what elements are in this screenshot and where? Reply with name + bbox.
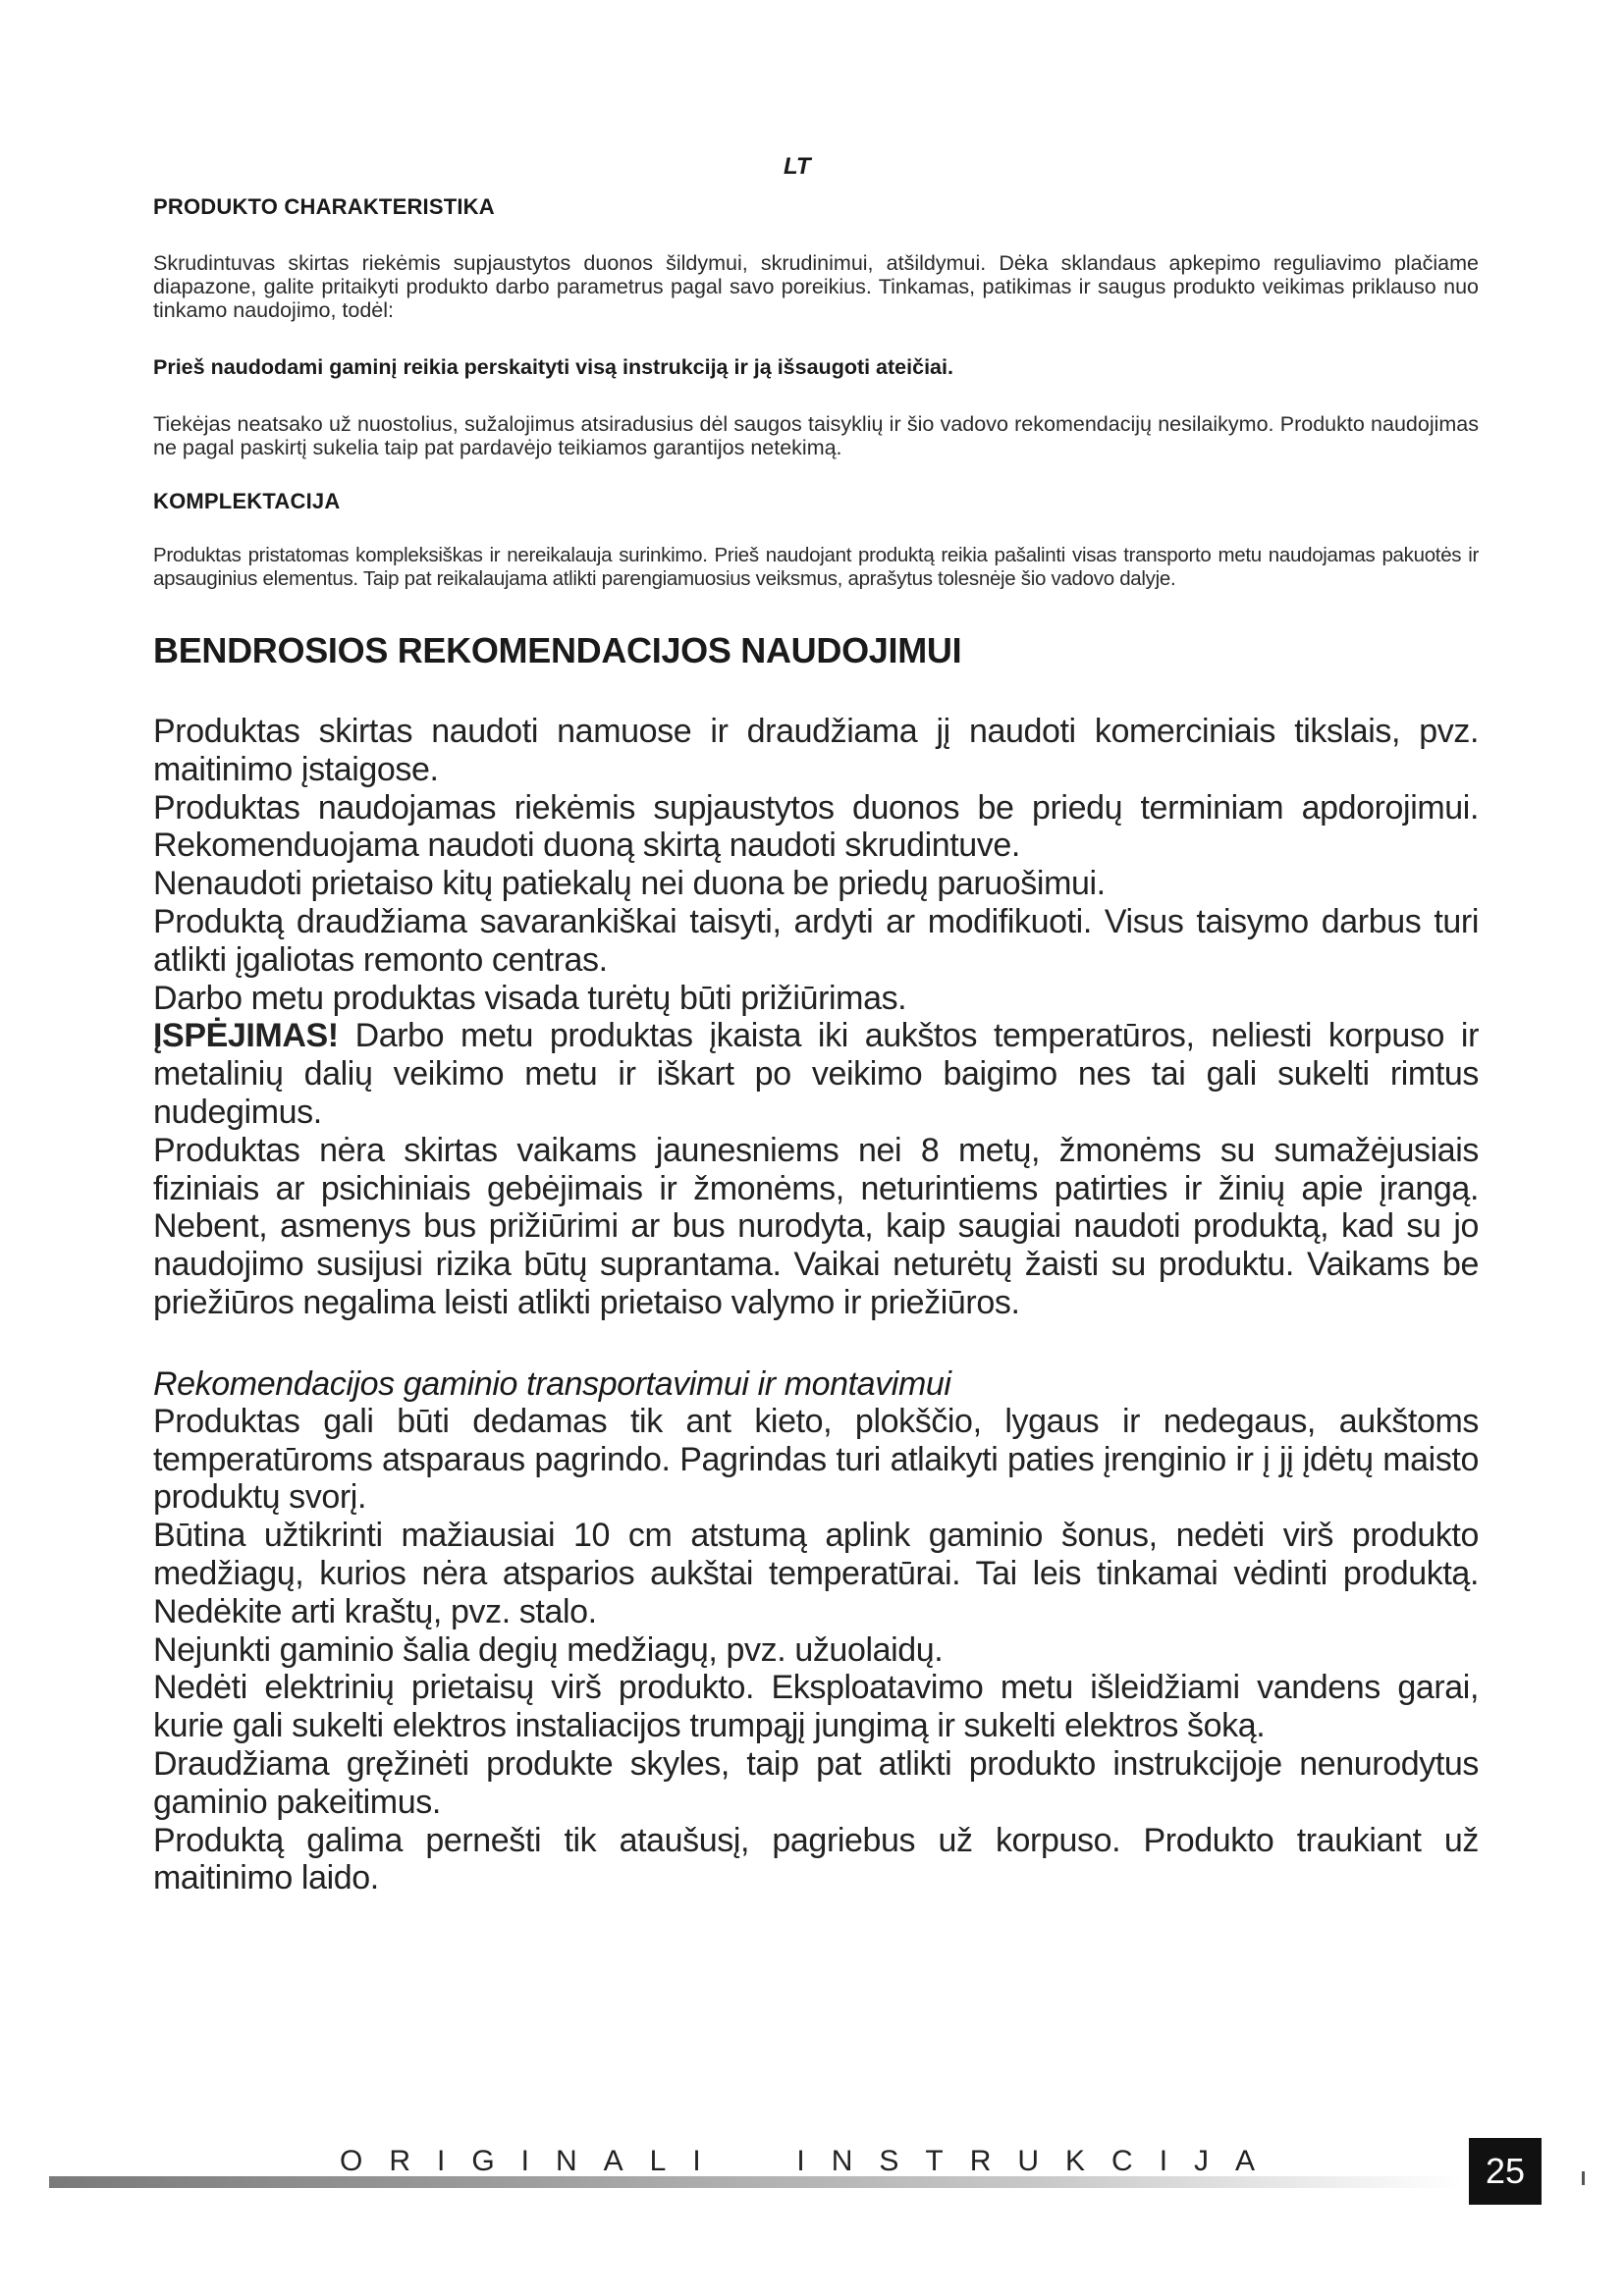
transport-item: Nejunkti gaminio šalia degių medžiagų, pvz. užuolaidų.	[153, 1630, 944, 1669]
general-recommendations	[153, 713, 1479, 1322]
transport-item: Būtina užtikrinti mažiausiai 10 cm atstumą aplink gaminio šonus, nedėti virš produkto medžiagų, kurios nėra atsparios aukštai temperatūrai. Tai leis tinkamai vėdinti produktą. Nedėkite arti kraštų, pvz. stalo.	[153, 1517, 1479, 1630]
general-item: Nenaudoti prietaiso kitų patiekalų nei duona be priedų paruošimui.	[153, 865, 1106, 903]
transport-item: Nedėti elektrinių prietaisų virš produkto. Eksploatavimo metu išleidžiami vandens garai, kurie gali sukelti elektros instaliacijos trumpąjį jungimą ir sukelti elektros šoką.	[153, 1669, 1479, 1745]
general-item: Produktas skirtas naudoti namuose ir draudžiama jį naudoti komerciniais tikslais, pvz. maitinimo įstaigose.	[153, 713, 1479, 788]
characteristics-paragraph-1: Skrudintuvas skirtas riekėmis supjaustytos duonos šildymui, skrudinimui, atšildymui. Dėka sklandaus apkepimo reguliavimo plačiame diapazone, galite pritaikyti produkto darbo parametrus pagal savo poreikius. Tinkamas, patikimas ir saugus produkto veikimas priklauso nuo tinkamo naudojimo, todėl:	[153, 251, 1479, 322]
warning-paragraph	[153, 1017, 1479, 1131]
page-number: 25	[1469, 2138, 1542, 2205]
kit-paragraph: Produktas pristatomas kompleksiškas ir nereikalauja surinkimo. Prieš naudojant produktą reikia pašalinti visas transporto metu naudojamas pakuotės ir apsauginius elementus. Taip pat reikalaujama atlikti parengiamuosius veiksmus, aprašytus tolesnėje šio vadovo dalyje.	[153, 544, 1479, 590]
page-content	[153, 194, 1479, 1897]
characteristics-paragraph-3: Tiekėjas neatsako už nuostolius, sužalojimus atsiradusius dėl saugos taisyklių ir šio vadovo rekomendacijų nesilaikymo. Produkto naudojimas ne pagal paskirtį sukelia taip pat pardavėjo teikiamos garantijos netekimą.	[153, 412, 1479, 459]
transport-item: Produktą galima pernešti tik ataušusį, pagriebus už korpuso. Produkto traukiant už maitinimo laido.	[153, 1821, 1479, 1897]
footer-title: ORIGINALI INSTRUKCIJA	[340, 2145, 1282, 2177]
general-item: Darbo metu produktas visada turėtų būti prižiūrimas.	[153, 979, 907, 1017]
transport-recommendations	[153, 1365, 1479, 1897]
section-title-general: BENDROSIOS REKOMENDACIJOS NAUDOJIMUI	[153, 630, 962, 670]
general-item: Produktas naudojamas riekėmis supjaustytos duonos be priedų terminiam apdorojimui. Rekomenduojama naudoti duoną skirtą naudoti skrudintuve.	[153, 788, 1479, 865]
warning-label: ĮSPĖJIMAS!	[153, 1017, 339, 1055]
language-code: LT	[784, 153, 811, 180]
transport-item: Produktas gali būti dedamas tik ant kieto, plokščio, lygaus ir nedegaus, aukštoms temperatūroms atsparaus pagrindo. Pagrindas turi atlaikyti paties įrenginio ir į jį įdėtų maisto produktų svorį.	[153, 1402, 1479, 1517]
characteristics-paragraph-2: Prieš naudodami gaminį reikia perskaityti visą instrukciją ir ją išsaugoti ateičiai.	[153, 355, 953, 379]
side-mark	[1582, 2171, 1585, 2185]
transport-item: Draudžiama gręžinėti produkte skyles, taip pat atlikti produkto instrukcijoje nenurodytus gaminio pakeitimus.	[153, 1744, 1479, 1821]
section-title-transport: Rekomendacijos gaminio transportavimui ir montavimui	[153, 1364, 951, 1403]
general-item: Produktą draudžiama savarankiškai taisyti, ardyti ar modifikuoti. Visus taisymo darbus turi atlikti įgaliotas remonto centras.	[153, 902, 1479, 979]
warning-text: Darbo metu produktas įkaista iki aukštos temperatūros, neliesti korpuso ir metalinių dalių veikimo metu ir iškart po veikimo baigimo nes tai gali sukelti rimtus nudegimus.	[153, 1017, 1479, 1131]
section-title-characteristics: PRODUKTO CHARAKTERISTIKA	[153, 194, 495, 219]
children-paragraph: Produktas nėra skirtas vaikams jaunesniems nei 8 metų, žmonėms su sumažėjusiais fiziniais ar psichiniais gebėjimais ir žmonėms, neturintiems patirties ir žinių apie įrangą. Nebent, asmenys bus prižiūrimi ar bus nurodyta, kaip saugiai naudoti produktą, kad su jo naudojimo susijusi rizika būtų suprantama. Vaikai neturėtų žaisti su produktu. Vaikams be priežiūros negalima leisti atlikti prietaiso valymo ir priežiūros.	[153, 1131, 1479, 1321]
section-title-kit: KOMPLEKTACIJA	[153, 489, 341, 513]
